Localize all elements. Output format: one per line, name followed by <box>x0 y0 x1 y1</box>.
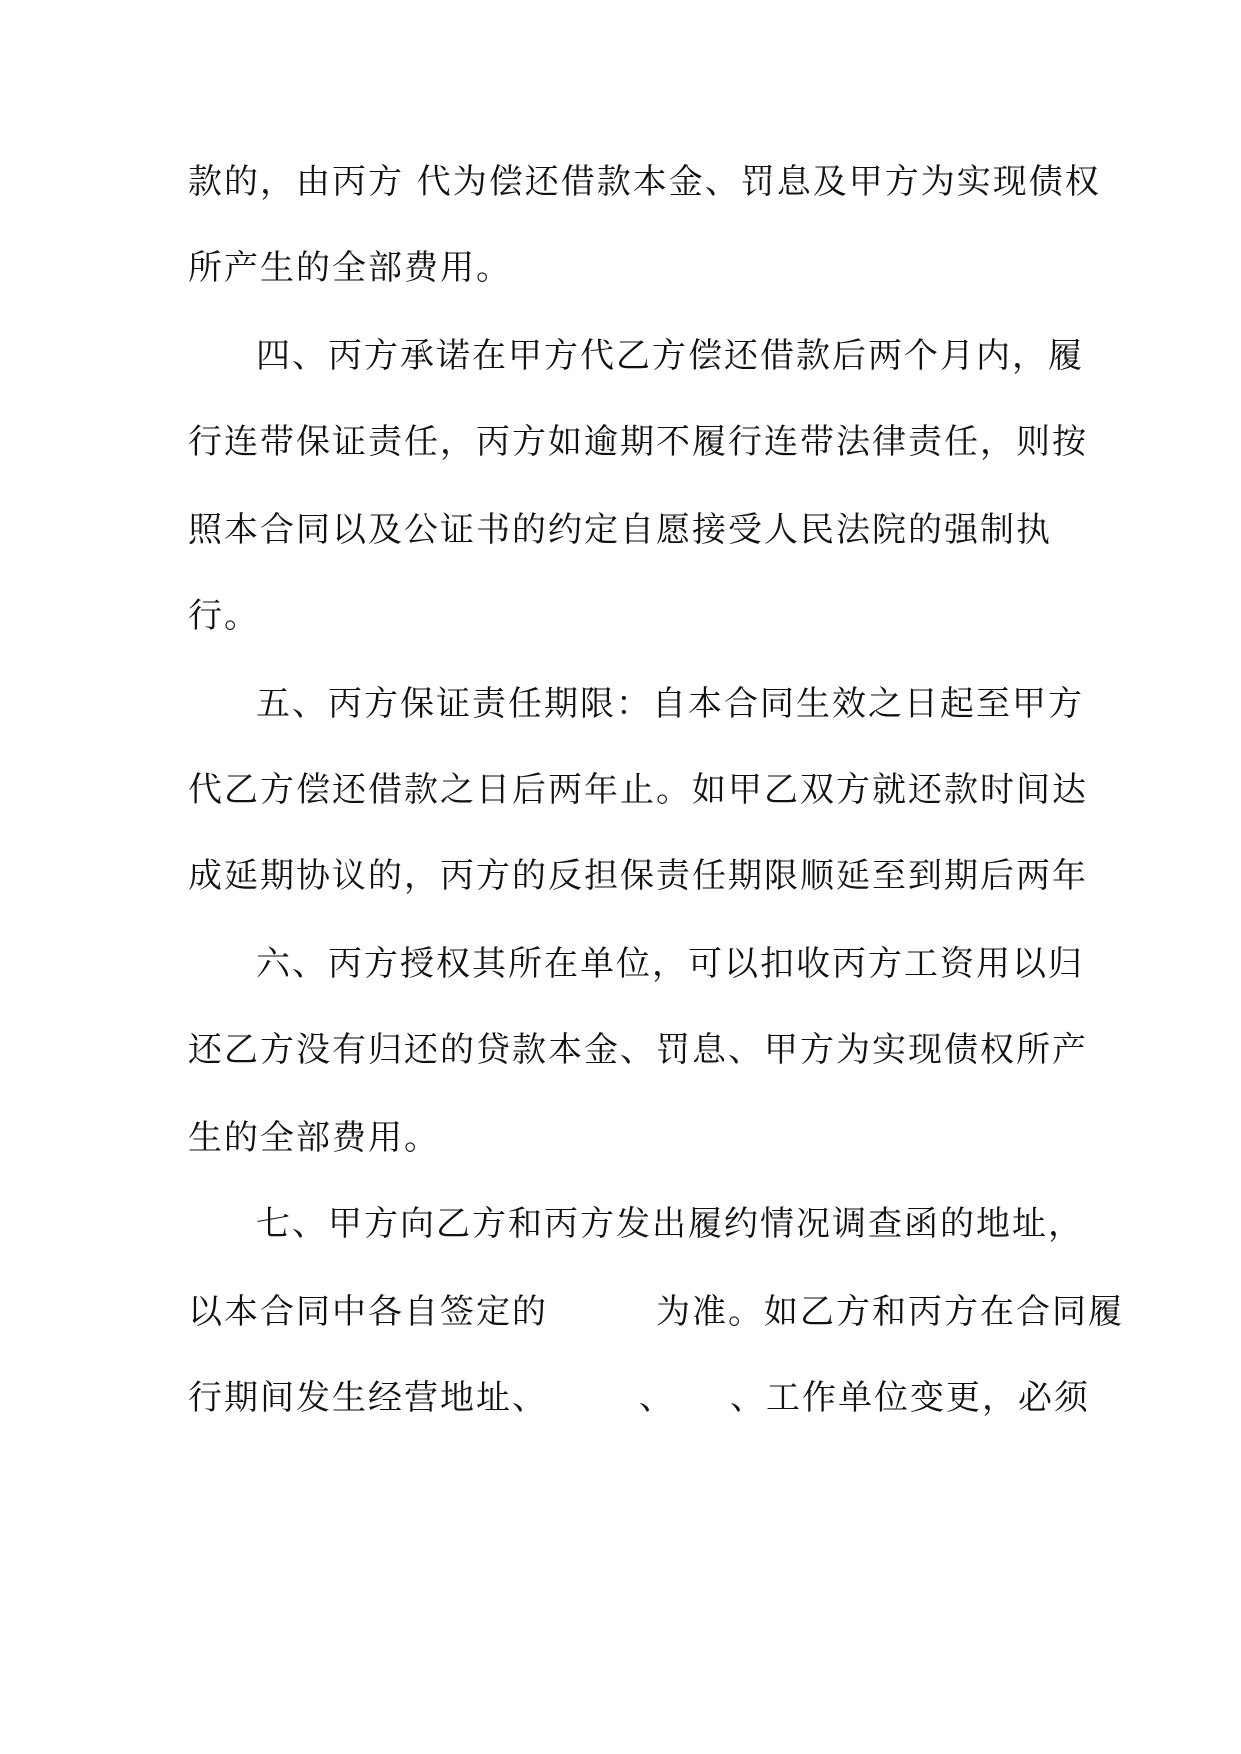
paragraph-5-start: 五、丙方保证责任期限：自本合同生效之日起至甲方 <box>256 684 1084 724</box>
text-line: 生的全部费用。 <box>188 1118 440 1158</box>
text-line: 成延期协议的，丙方的反担保责任期限顺延至到期后两年 <box>188 856 1088 896</box>
text-line: 行期间发生经营地址、 、 、工作单位变更，必须 <box>188 1378 1090 1418</box>
text-line: 行。 <box>188 596 260 636</box>
text-line: 款的，由丙方 代为偿还借款本金、罚息及甲方为实现债权 <box>188 162 1101 202</box>
paragraph-4-start: 四、丙方承诺在甲方代乙方偿还借款后两个月内，履 <box>256 336 1084 376</box>
text-line: 还乙方没有归还的贷款本金、罚息、甲方为实现债权所产 <box>188 1030 1088 1070</box>
paragraph-6-start: 六、丙方授权其所在单位，可以扣收丙方工资用以归 <box>256 944 1084 984</box>
text-line: 代乙方偿还借款之日后两年止。如甲乙双方就还款时间达 <box>188 770 1088 810</box>
text-line: 以本合同中各自签定的 为准。如乙方和丙方在合同履 <box>188 1292 1124 1332</box>
paragraph-7-start: 七、甲方向乙方和丙方发出履约情况调查函的地址， <box>256 1204 1084 1244</box>
text-line: 所产生的全部费用。 <box>188 248 512 288</box>
text-line: 照本合同以及公证书的约定自愿接受人民法院的强制执 <box>188 510 1052 550</box>
text-line: 行连带保证责任，丙方如逾期不履行连带法律责任，则按 <box>188 422 1088 462</box>
